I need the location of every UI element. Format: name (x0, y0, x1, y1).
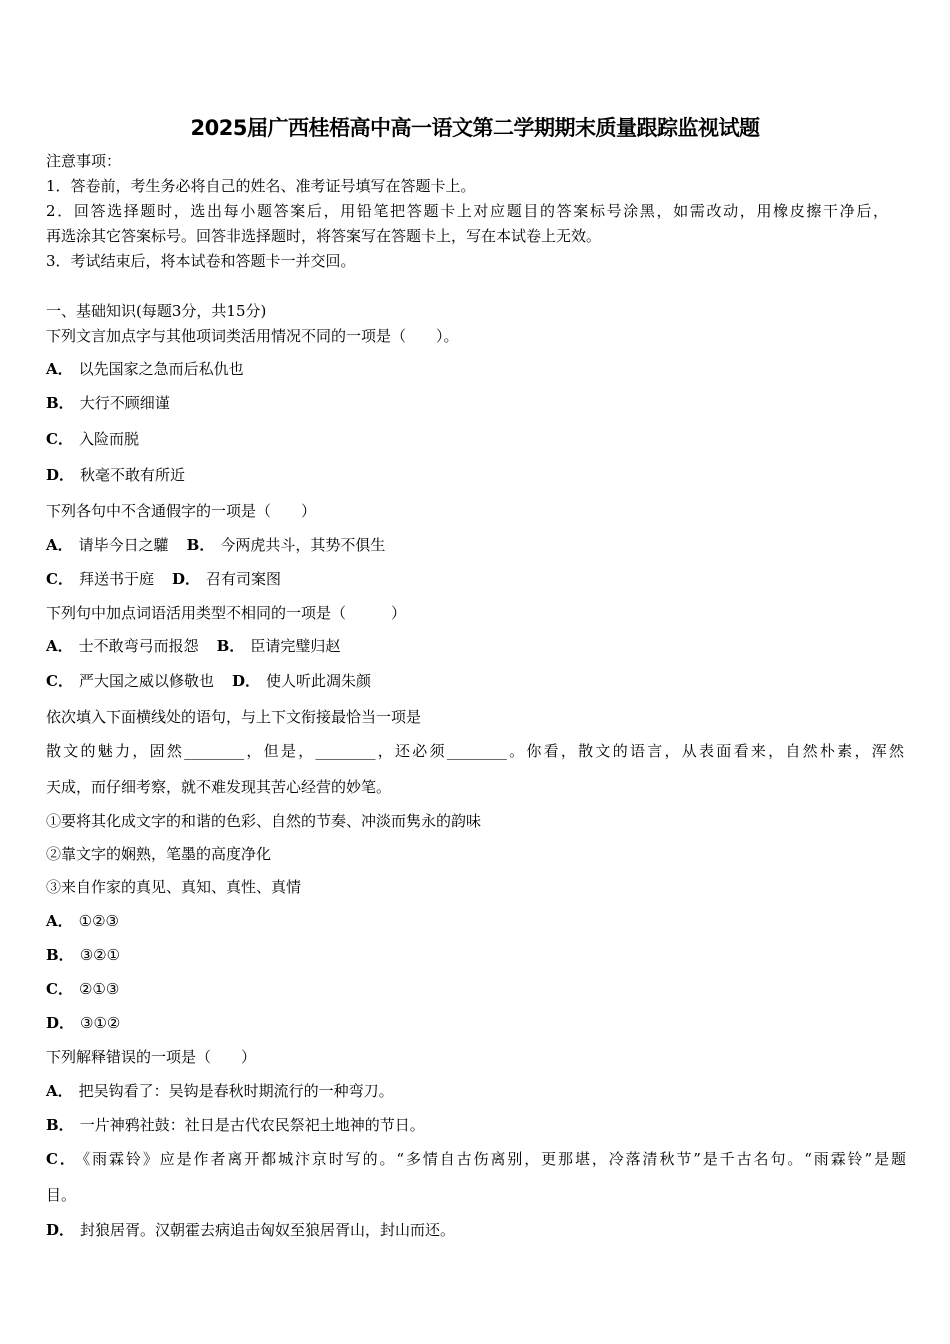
option-text: 大行不顾细谨 (79, 394, 170, 412)
option-text: 秋毫不敢有所近 (80, 466, 186, 484)
question-stem: 下列各句中不含通假字的一项是（ ） (46, 502, 317, 520)
option-text: 以先国家之急而后私仇也 (78, 360, 244, 378)
option-text: ①②③ (78, 912, 119, 930)
option-a (46, 1082, 394, 1100)
option-a (46, 360, 244, 378)
option-text: 入险而脱 (78, 430, 139, 448)
option-text: 一片神鸦社鼓：社日是古代农民祭祀土地神的节日。 (79, 1116, 425, 1134)
option-text: 拜送书于庭 (78, 570, 154, 588)
option-d (46, 1014, 120, 1032)
option-label: B． (186, 536, 215, 554)
notice-item: 2．回答选择题时，选出每小题答案后，用铅笔把答题卡上对应题目的答案标号涂黑，如需改动，用橡皮擦干净后， (46, 202, 888, 220)
option-row (46, 536, 385, 554)
option-label: A． (46, 637, 73, 655)
option-c (46, 980, 119, 998)
option-row (46, 637, 340, 655)
option-text: 士不敢弯弓而报怨 (78, 637, 199, 655)
option-label: D． (46, 1221, 75, 1239)
option-text: 严大国之威以修敬也 (78, 672, 214, 690)
option-label: B． (46, 946, 74, 964)
option-b (46, 946, 120, 964)
notice-item: 3．考试结束后，将本试卷和答题卡一并交回。 (46, 252, 356, 270)
option-c (46, 430, 139, 448)
option-label: B． (46, 1116, 74, 1134)
option-label: C． (46, 430, 73, 448)
option-label: B． (216, 637, 245, 655)
option-row (46, 570, 281, 588)
notice-item: 1．答卷前，考生务必将自己的姓名、准考证号填写在答题卡上。 (46, 177, 476, 195)
option-text: 把吴钩看了：吴钩是春秋时期流行的一种弯刀。 (78, 1082, 394, 1100)
option-label: C． (46, 570, 73, 588)
section-heading: 一、基础知识(每题3分，共15分) (46, 302, 267, 320)
numbered-item: ②靠文字的娴熟，笔墨的高度净化 (46, 845, 272, 863)
passage-line: 散文的魅力，固然________，但是，________，还必须________。你看，散文的语言，从表面看来，自然朴素，浑然 (46, 742, 904, 760)
option-label: C． (46, 980, 73, 998)
option-label: A． (46, 912, 73, 930)
option-label: D． (171, 570, 200, 588)
question-stem: 下列句中加点词语活用类型不相同的一项是（ ） (46, 604, 407, 622)
option-b (46, 1116, 425, 1134)
option-text: 臣请完璧归赵 (250, 637, 341, 655)
option-text: 使人听此凋朱颜 (265, 672, 371, 690)
exam-title: 2025届广西桂梧高中高一语文第二学期期末质量跟踪监视试题 (190, 116, 760, 140)
option-label: C． (46, 672, 73, 690)
option-label: A． (46, 360, 73, 378)
option-label: D． (231, 672, 260, 690)
option-label: D． (46, 466, 75, 484)
question-stem: 依次填入下面横线处的语句，与上下文衔接最恰当一项是 (46, 708, 422, 726)
question-stem: 下列解释错误的一项是（ ） (46, 1048, 257, 1066)
option-text: ③①② (80, 1014, 121, 1032)
notice-heading: 注意事项： (46, 152, 122, 170)
option-row (46, 672, 371, 690)
numbered-item: ③来自作家的真见、真知、真性、真情 (46, 878, 302, 896)
option-text: 封狼居胥。汉朝霍去病追击匈奴至狼居胥山，封山而还。 (80, 1221, 456, 1239)
option-c (46, 1150, 906, 1168)
numbered-item: ①要将其化成文字的和谐的色彩、自然的节奏、冲淡而隽永的韵味 (46, 812, 482, 830)
option-text: ②①③ (78, 980, 120, 998)
option-label: B． (46, 394, 74, 412)
option-b (46, 394, 170, 412)
option-text: 今两虎共斗，其势不俱生 (220, 536, 386, 554)
option-label: C． (46, 1150, 77, 1168)
option-d (46, 1221, 455, 1239)
option-label: A． (46, 1082, 73, 1100)
option-text: 召有司案图 (205, 570, 281, 588)
option-text: 目。 (46, 1186, 77, 1204)
option-c-continued (46, 1186, 76, 1204)
option-label: A． (46, 536, 73, 554)
option-text: 《雨霖铃》应是作者离开都城汴京时写的。“多情自古伤离别，更那堪，冷落清秋节”是千古名句。“雨霖铃”是题 (82, 1150, 906, 1168)
option-text: ③②① (79, 946, 121, 964)
question-stem: 下列文言加点字与其他项词类活用情况不同的一项是（ ）。 (46, 327, 459, 345)
option-a (46, 912, 119, 930)
option-d (46, 466, 185, 484)
option-label: D． (46, 1014, 75, 1032)
notice-item: 再选涂其它答案标号。回答非选择题时，将答案写在答题卡上，写在本试卷上无效。 (46, 227, 602, 245)
option-text: 请毕今日之驩 (78, 536, 169, 554)
passage-line: 天成，而仔细考察，就不难发现其苦心经营的妙笔。 (46, 778, 392, 796)
